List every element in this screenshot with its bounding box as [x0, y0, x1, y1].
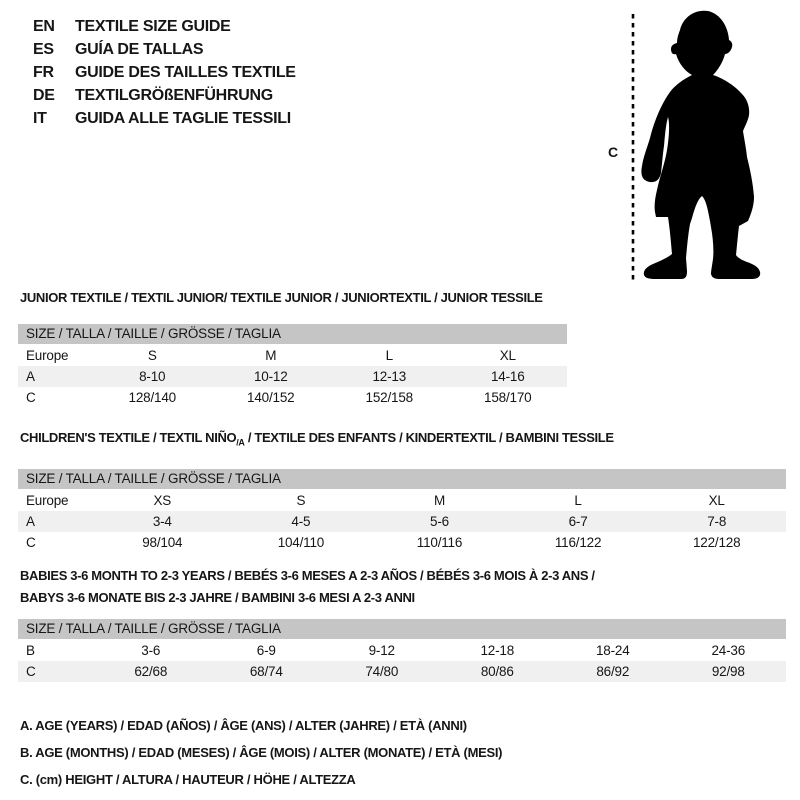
row-label: Europe: [26, 492, 69, 508]
size-cell: 12-18: [480, 643, 515, 658]
section-title-children: [20, 427, 786, 454]
section-title-junior: [20, 287, 567, 309]
size-cell: XL: [708, 492, 725, 508]
size-cell: 8-10: [139, 369, 166, 384]
size-cell: 24-36: [711, 643, 746, 658]
legend-line: B. AGE (MONTHS) / EDAD (MESES) / ÂGE (MOIS) / ALTER (MONATE) / ETÀ (MESI): [20, 745, 503, 760]
size-cell: 80/86: [480, 664, 514, 679]
language-row: [33, 15, 296, 38]
row-label: B: [26, 643, 35, 658]
language-code: IT: [33, 110, 47, 127]
size-cell: 18-24: [595, 643, 630, 658]
height-measure-label: C: [608, 144, 619, 160]
size-cell: 12-13: [372, 369, 407, 384]
language-title: TEXTILE SIZE GUIDE: [75, 18, 231, 35]
row-label: C: [26, 664, 36, 679]
size-table-row: [18, 387, 567, 408]
size-cell: M: [265, 348, 277, 363]
size-cell: 110/116: [416, 534, 463, 550]
size-cell: 7-8: [707, 513, 727, 529]
size-cell: 9-12: [368, 643, 395, 658]
row-label: A: [26, 369, 35, 384]
size-cell: 92/98: [711, 664, 745, 679]
language-title: GUIDA ALLE TAGLIE TESSILI: [75, 110, 291, 127]
language-code: EN: [33, 18, 55, 35]
size-cell: 158/170: [484, 390, 532, 405]
size-cell: 152/158: [365, 390, 413, 405]
section-title-line: [20, 287, 567, 309]
size-table-row: [18, 366, 567, 387]
section-title-line: [20, 565, 786, 587]
size-cell: XL: [499, 348, 516, 363]
size-table-header: SIZE / TALLA / TAILLE / GRÖSSE / TAGLIA: [18, 469, 786, 489]
row-label: C: [26, 390, 36, 405]
size-table-grid: [18, 490, 786, 553]
size-table-grid: [18, 345, 567, 408]
size-cell: 10-12: [253, 369, 288, 384]
size-cell: 122/128: [692, 534, 741, 550]
size-cell: L: [574, 492, 582, 508]
size-cell: 14-16: [490, 369, 525, 384]
size-cell: M: [433, 492, 445, 508]
language-code: ES: [33, 41, 54, 58]
section-title-line: [20, 427, 786, 454]
size-cell: 3-6: [141, 643, 161, 658]
section-title-text: / TEXTILE DES ENFANTS / KINDERTEXTIL / BAMBINI TESSILE: [244, 430, 614, 445]
size-cell: 68/74: [249, 664, 283, 679]
children-size-table: [18, 469, 786, 553]
row-label: C: [26, 534, 36, 550]
size-table-row: [18, 345, 567, 366]
language-row: [33, 38, 296, 61]
toddler-silhouette: [598, 0, 795, 292]
size-table-header: SIZE / TALLA / TAILLE / GRÖSSE / TAGLIA: [18, 619, 786, 639]
size-cell: 140/152: [247, 390, 295, 405]
language-row: [33, 84, 296, 107]
size-cell: 6-7: [568, 513, 588, 529]
size-cell: 3-4: [152, 513, 172, 529]
size-cell: 5-6: [430, 513, 449, 529]
size-cell: 128/140: [128, 390, 176, 405]
size-cell: 98/104: [142, 534, 183, 550]
section-title-babies: [20, 565, 786, 609]
section-babies-textile: [18, 565, 786, 682]
row-label: A: [26, 513, 35, 529]
size-cell: 86/92: [596, 664, 630, 679]
size-cell: 4-5: [291, 513, 311, 529]
language-code: DE: [33, 87, 55, 104]
size-cell: S: [296, 492, 306, 508]
size-cell: S: [147, 348, 157, 363]
language-row: [33, 107, 296, 130]
legend-line: A. AGE (YEARS) / EDAD (AÑOS) / ÂGE (ANS) / ALTER (JAHRE) / ETÀ (ANNI): [20, 718, 467, 733]
language-title: GUÍA DE TALLAS: [75, 41, 204, 58]
section-title-text: /A: [236, 437, 245, 448]
toddler-silhouette-shape: [641, 11, 760, 279]
size-cell: 116/122: [554, 534, 602, 550]
section-title-text: JUNIOR TEXTILE / TEXTIL JUNIOR/ TEXTILE JUNIOR / JUNIORTEXTIL / JUNIOR TESSILE: [20, 290, 543, 305]
size-table-row: [18, 640, 786, 661]
section-title-line: [20, 587, 786, 609]
size-table-row: [18, 661, 786, 682]
size-cell: 6-9: [256, 643, 276, 658]
size-cell: 74/80: [365, 664, 399, 679]
babies-size-table: [18, 619, 786, 682]
section-title-text: CHILDREN'S TEXTILE / TEXTIL NIÑO: [20, 430, 237, 445]
size-table-header: SIZE / TALLA / TAILLE / GRÖSSE / TAGLIA: [18, 324, 567, 344]
language-title: GUIDE DES TAILLES TEXTILE: [75, 64, 296, 81]
junior-size-table: [18, 324, 567, 408]
section-title-text: BABIES 3-6 MONTH TO 2-3 YEARS / BEBÉS 3-6 MESES A 2-3 AÑOS / BÉBÉS 3-6 MOIS À 2-3 ANS /: [20, 568, 595, 583]
legend-line: C. (cm) HEIGHT / ALTURA / HAUTEUR / HÖHE / ALTEZZA: [20, 772, 356, 787]
section-junior-textile: [18, 287, 567, 408]
language-title-list: [33, 15, 296, 130]
section-childrens-textile: [18, 427, 786, 553]
language-code: FR: [33, 64, 54, 81]
section-title-text: BABYS 3-6 MONATE BIS 2-3 JAHRE / BAMBINI 3-6 MESI A 2-3 ANNI: [20, 590, 415, 605]
size-cell: 62/68: [134, 664, 168, 679]
legend-notes: [20, 712, 502, 793]
language-title: TEXTILGRÖßENFÜHRUNG: [75, 87, 273, 104]
size-cell: 104/110: [277, 534, 325, 550]
size-cell: XS: [153, 492, 172, 508]
size-table-row: [18, 532, 786, 553]
size-table-row: [18, 511, 786, 532]
size-table-grid: [18, 640, 786, 682]
language-row: [33, 61, 296, 84]
child-figure: [598, 0, 795, 292]
size-table-row: [18, 490, 786, 511]
row-label: Europe: [26, 348, 69, 363]
size-cell: L: [385, 348, 393, 363]
